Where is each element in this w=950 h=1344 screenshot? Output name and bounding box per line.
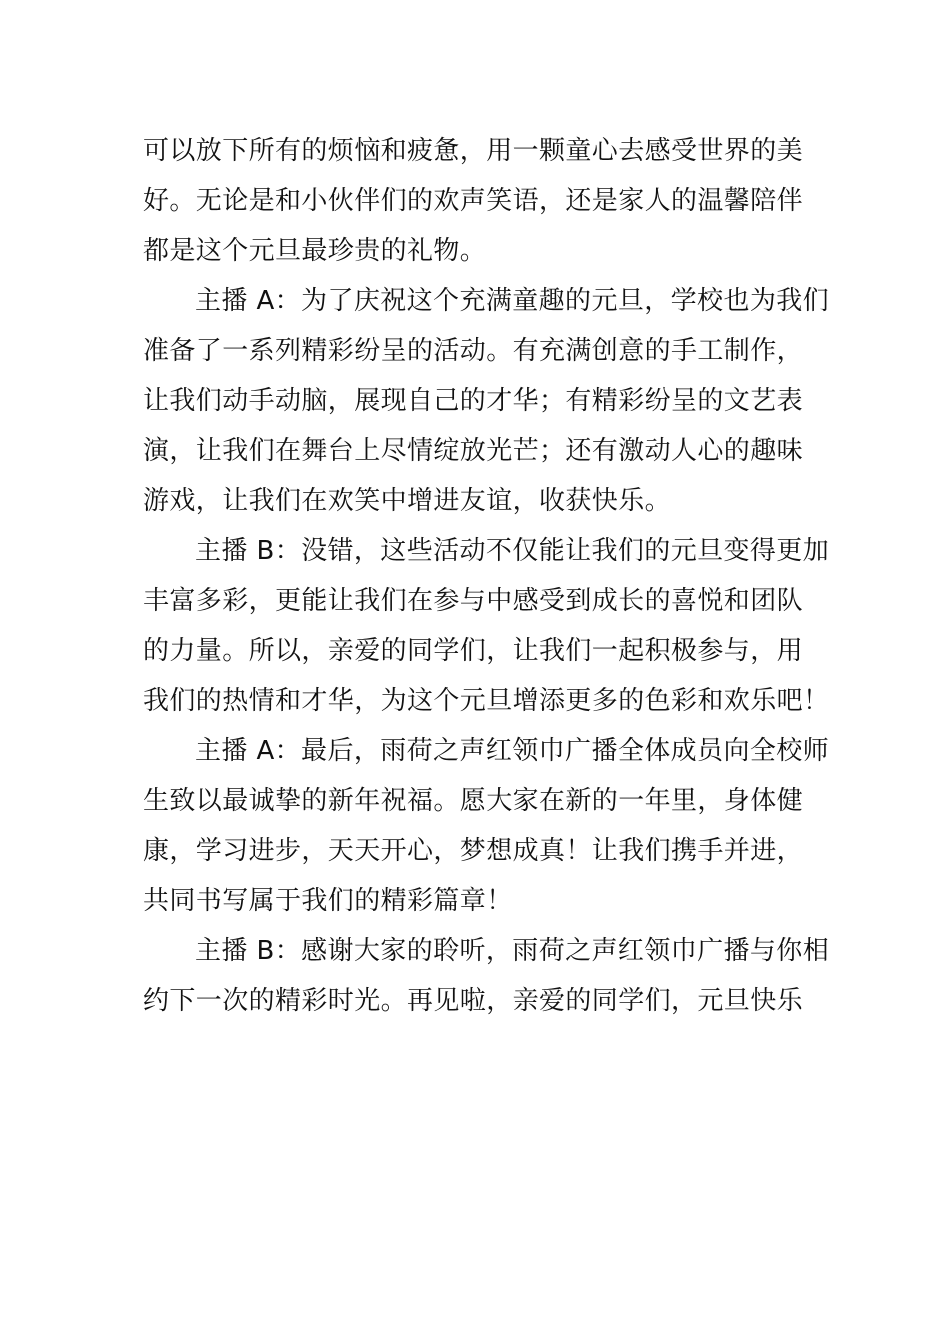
text-line-host-a: 主播 A：为了庆祝这个充满童趣的元旦，学校也为我们 (195, 286, 830, 316)
text-line: 演，让我们在舞台上尽情绽放光芒；还有激动人心的趣味 (143, 436, 804, 466)
text-line-host-b: 主播 B：没错，这些活动不仅能让我们的元旦变得更加 (195, 536, 830, 566)
text-line: 我们的热情和才华，为这个元旦增添更多的色彩和欢乐吧！ (143, 686, 830, 716)
text-line: 好。无论是和小伙伴们的欢声笑语，还是家人的温馨陪伴 (143, 186, 804, 216)
text-line: 游戏，让我们在欢笑中增进友谊，收获快乐。 (143, 486, 672, 516)
text-line: 约下一次的精彩时光。再见啦，亲爱的同学们，元旦快乐 (143, 986, 804, 1016)
text-line-host-b: 主播 B：感谢大家的聆听，雨荷之声红领巾广播与你相 (195, 936, 830, 966)
text-line: 的力量。所以，亲爱的同学们，让我们一起积极参与，用 (143, 636, 804, 666)
text-line: 可以放下所有的烦恼和疲惫，用一颗童心去感受世界的美 (143, 136, 804, 166)
script-text (143, 126, 830, 1026)
text-line: 丰富多彩，更能让我们在参与中感受到成长的喜悦和团队 (143, 586, 804, 616)
text-line: 共同书写属于我们的精彩篇章！ (143, 886, 513, 916)
text-line: 康，学习进步，天天开心，梦想成真！让我们携手并进， (143, 836, 804, 866)
text-line-host-a: 主播 A：最后，雨荷之声红领巾广播全体成员向全校师 (195, 736, 830, 766)
text-line: 生致以最诚挚的新年祝福。愿大家在新的一年里，身体健 (143, 786, 804, 816)
text-line: 都是这个元旦最珍贵的礼物。 (143, 236, 487, 266)
text-line: 让我们动手动脑，展现自己的才华；有精彩纷呈的文艺表 (143, 386, 804, 416)
text-line: 准备了一系列精彩纷呈的活动。有充满创意的手工制作， (143, 336, 804, 366)
